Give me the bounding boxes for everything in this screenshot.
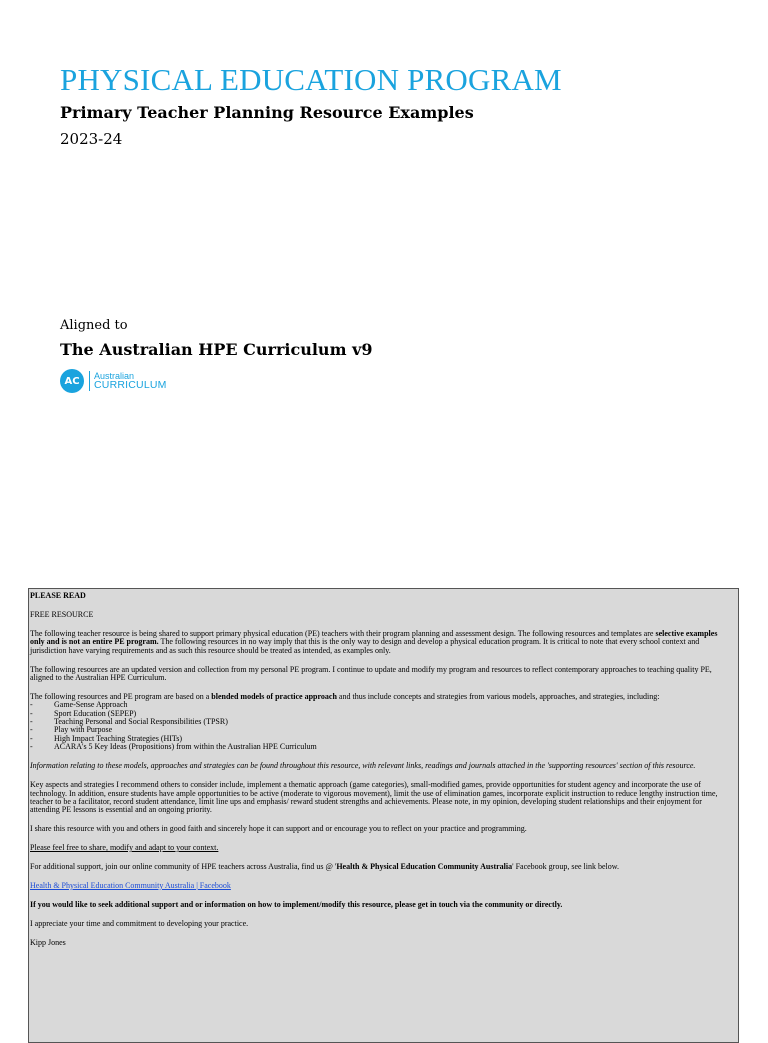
notice-paragraph-2: The following resources are an updated version and collection from my personal PE program. I continue to update and modify my program and resources to reflect contemporary approaches to teaching quality PE, aligned to the Australian HPE Curriculum. bbox=[30, 664, 712, 682]
notice-paragraph-5: Key aspects and strategies I recommend others to consider include, implement a thematic approach (game categories), small-modified games, provide opportunities for student agency and incorporate the use of technology. In addition, ensure students have ample opportunities to be active (moderate to vigorous movement), limit the use of elimination games, incorporate explicit instruction to reduce lengthy instruction time, teacher to be a facilitator, record student attendance, limit line ups and emphasis/ reward student strengths and achievements. Please note, in my opinion, developing student relationships and their enjoyment for attending PE lessons is essential and an ongoing priority. bbox=[30, 780, 718, 815]
notice-paragraph-10: I appreciate your time and commitment to developing your practice. bbox=[30, 918, 249, 928]
facebook-group-link[interactable]: Health & Physical Education Community Australia | Facebook bbox=[30, 880, 231, 890]
document-title: PHYSICAL EDUCATION PROGRAM bbox=[60, 62, 562, 97]
list-item: - Sport Education (SEPEP) bbox=[30, 710, 732, 718]
list-item: - Game-Sense Approach bbox=[30, 701, 732, 709]
logo-wordmark bbox=[94, 372, 167, 390]
list-item: - ACARA's 5 Key Ideas (Propositions) from within the Australian HPE Curriculum bbox=[30, 743, 732, 751]
australian-curriculum-logo bbox=[60, 368, 167, 394]
notice-paragraph-4: Information relating to these models, approaches and strategies can be found throughout this resource, with relevant links, readings and journals attached in the 'supporting resources' section of this resource. bbox=[30, 761, 696, 771]
list-item: - Play with Purpose bbox=[30, 726, 732, 734]
document-year: 2023-24 bbox=[60, 130, 123, 148]
notice-paragraph-6: I share this resource with you and others in good faith and sincerely hope it can support and or encourage you to reflect on your practice and programming. bbox=[30, 824, 527, 834]
notice-heading: PLEASE READ bbox=[30, 591, 86, 600]
ac-logo-icon: AC bbox=[60, 369, 84, 393]
curriculum-name: The Australian HPE Curriculum v9 bbox=[60, 340, 373, 359]
logo-line-1: Australian bbox=[94, 371, 135, 381]
aligned-to-label: Aligned to bbox=[60, 318, 128, 333]
logo-line-2: CURRICULUM bbox=[94, 379, 167, 391]
document-subtitle: Primary Teacher Planning Resource Examples bbox=[60, 103, 474, 122]
notice-signature: Kipp Jones bbox=[30, 937, 66, 947]
notice-paragraph-8: For additional support, join our online community of HPE teachers across Australia, find us @ 'Health & Physical Education Community Australia' Facebook group, see link below. bbox=[30, 862, 620, 872]
notice-paragraph-3: The following resources and PE program are based on a blended models of practice approach and thus include concepts and strategies from various models, approaches, and strategies, including: bbox=[30, 691, 660, 701]
notice-paragraph-9: If you would like to seek additional support and or information on how to implement/modify this resource, please get in touch via the community or directly. bbox=[30, 899, 563, 909]
notice-paragraph-1: The following teacher resource is being shared to support primary physical education (PE) teachers with their program planning and assessment design. The following resources and templates are selective examples only and is not an entire PE program. The following resources in no way imply that this is the only way to design and develop a physical education program. It is critical to note that every school context and jurisdiction have varying requirements and as such this resource should be treated as intended, as examples only. bbox=[30, 628, 718, 655]
models-list bbox=[30, 701, 732, 751]
please-read-notice bbox=[28, 588, 739, 1043]
list-item: - Teaching Personal and Social Responsibilities (TPSR) bbox=[30, 718, 732, 726]
list-item: - High Impact Teaching Strategies (HITs) bbox=[30, 735, 732, 743]
logo-divider bbox=[89, 371, 90, 391]
notice-paragraph-7: Please feel free to share, modify and adapt to your context. bbox=[30, 843, 219, 853]
notice-free-resource: FREE RESOURCE bbox=[30, 609, 94, 619]
notice-facebook-link-row bbox=[30, 882, 732, 890]
